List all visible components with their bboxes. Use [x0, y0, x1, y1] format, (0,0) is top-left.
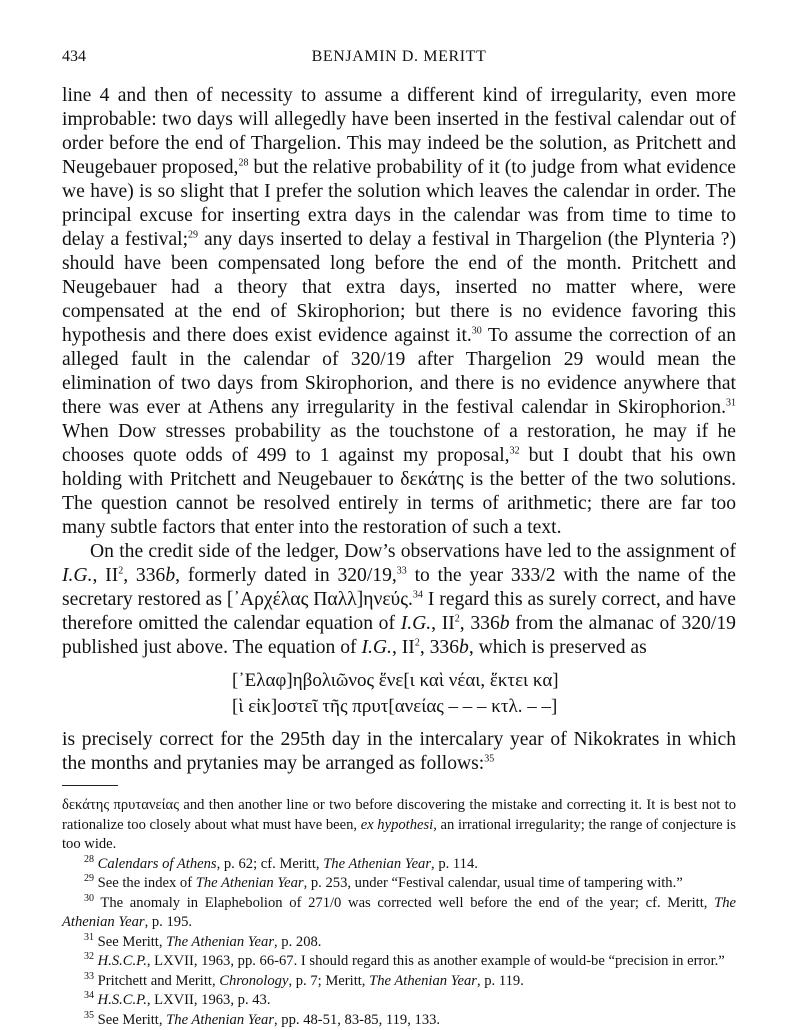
greek-word: δεκάτης — [400, 469, 463, 490]
footnote-ref-34[interactable]: 34 — [413, 589, 423, 600]
running-header — [62, 48, 736, 74]
footnote-continuation: δεκάτης πρυτανείας and then another line or two before discovering the mistake and correcting it. It is best not to rationalize too closely about what must have been, ex hypothesi, an irrational irregularity; the range of conjecture is too wide. — [62, 796, 736, 855]
footnote-ref-28[interactable]: 28 — [238, 157, 248, 168]
footnote-ref-31[interactable]: 31 — [726, 397, 736, 408]
greek-line-2: [ὶ εἰκ]οστεῖ τῆς πρυτ[ανείας – – – κτλ. – –] — [232, 694, 736, 720]
footnote-ref-33[interactable]: 33 — [397, 565, 407, 576]
main-text — [62, 84, 736, 776]
footnote-34: $^{34}$ H.S.C.P., LXVII, 1963, p. 43. — [62, 991, 736, 1011]
footnote-32: $^{32}$ H.S.C.P., LXVII, 1963, pp. 66-67. I should regard this as another example of would-be “precision in error.” — [62, 952, 736, 972]
footnote-ref-32[interactable]: 32 — [510, 445, 520, 456]
footnotes — [62, 796, 736, 1030]
paragraph-2: On the credit side of the ledger, Dow’s observations have led to the assignment of I.G., $II^2$, 336b, formerly dated in 320/19,33 to the year 333/2 with the name of the secretary restored as [᾿Αρχέλας Παλλ]ηνεύς.$^{34}$ I regard this as surely correct, and have therefore omitted the calendar equation of I.G., $II^2$, 336b from the almanac of 320/19 published just above. The equation of I.G., $II^2$, 336b, which is preserved as — [62, 540, 736, 660]
footnote-35: $^{35}$ See Meritt, The Athenian Year, pp. 48-51, 83-85, 119, 133. — [62, 1011, 736, 1030]
footnote-28: $^{28}$ Calendars of Athens, p. 62; cf. Meritt, The Athenian Year, p. 114. — [62, 855, 736, 875]
page — [62, 48, 736, 1030]
footnote-ref-29[interactable]: 29 — [188, 229, 198, 240]
footnote-ref-35[interactable]: 35 — [484, 753, 494, 764]
footnote-divider — [62, 785, 118, 786]
footnote-ref-30[interactable]: 30 — [472, 325, 482, 336]
greek-inscription — [232, 668, 736, 720]
footnote-31: $^{31}$ See Meritt, The Athenian Year, p. 208. — [62, 933, 736, 953]
paragraph-3: is precisely correct for the 295th day in the intercalary year of Nikokrates in which the months and prytanies may be arranged as follows:$^{35}$ — [62, 728, 736, 776]
footnote-29: $^{29}$ See the index of The Athenian Year, p. 253, under “Festival calendar, usual time of tampering with.” — [62, 874, 736, 894]
running-title: BENJAMIN D. MERITT — [62, 48, 736, 66]
paragraph-1: line 4 and then of necessity to assume a different kind of irregularity, even more improbable: two days will allegedly have been inserted in the festival calendar out of order before the end of Thargelion. This may indeed be the solution, as Pritchett and Neugebauer proposed,$^{28}$ but the relative probability of it (to judge from what evidence we have) is so slight that I prefer the solution which leaves the calendar in order. The principal excuse for inserting extra days in the calendar was from time to time to delay a festival;$^{29}$ any days inserted to delay a festival in Thargelion (the Plynteria ?) should have been compensated long before the end of the month. Pritchett and Neugebauer had a theory that extra days, inserted no matter where, were compensated at the end of Skirophorion; but there is no evidence favoring this hypothesis and there does exist evidence against it.$^{30}$ To assume the correction of an alleged fault in the calendar of 320/19 after Thargelion 29 would mean the elimination of two days from Skirophorion, and there is no evidence anywhere that there was ever at Athens any irregularity in the festival calendar in Skirophorion.$^{31}$ When Dow stresses probability as the touchstone of a restoration, he may if he chooses quote odds of 499 to 1 against my proposal,$^{32}$ but I doubt that his own holding with Pritchett and Neugebauer to δεκάτης is the better of the two solutions. The question cannot be resolved entirely in terms of arithmetic; there are far too many subtle factors that enter into the restoration of such a text. — [62, 84, 736, 540]
footnote-33: $^{33}$ Pritchett and Meritt, Chronology, p. 7; Meritt, The Athenian Year, p. 119. — [62, 972, 736, 992]
page-number: 434 — [62, 48, 86, 74]
footnote-30: $^{30}$ The anomaly in Elaphebolion of 271/0 was corrected well before the end of the year; cf. Meritt, The Athenian Year, p. 195. — [62, 894, 736, 933]
greek-line-1: [᾿Ελαφ]ηβολιῶνος ἕνε[ι καὶ νέαι, ἕκτει κα] — [232, 668, 736, 694]
greek-name: [᾿Αρχέλας Παλλ]ηνεύς. — [227, 589, 413, 610]
